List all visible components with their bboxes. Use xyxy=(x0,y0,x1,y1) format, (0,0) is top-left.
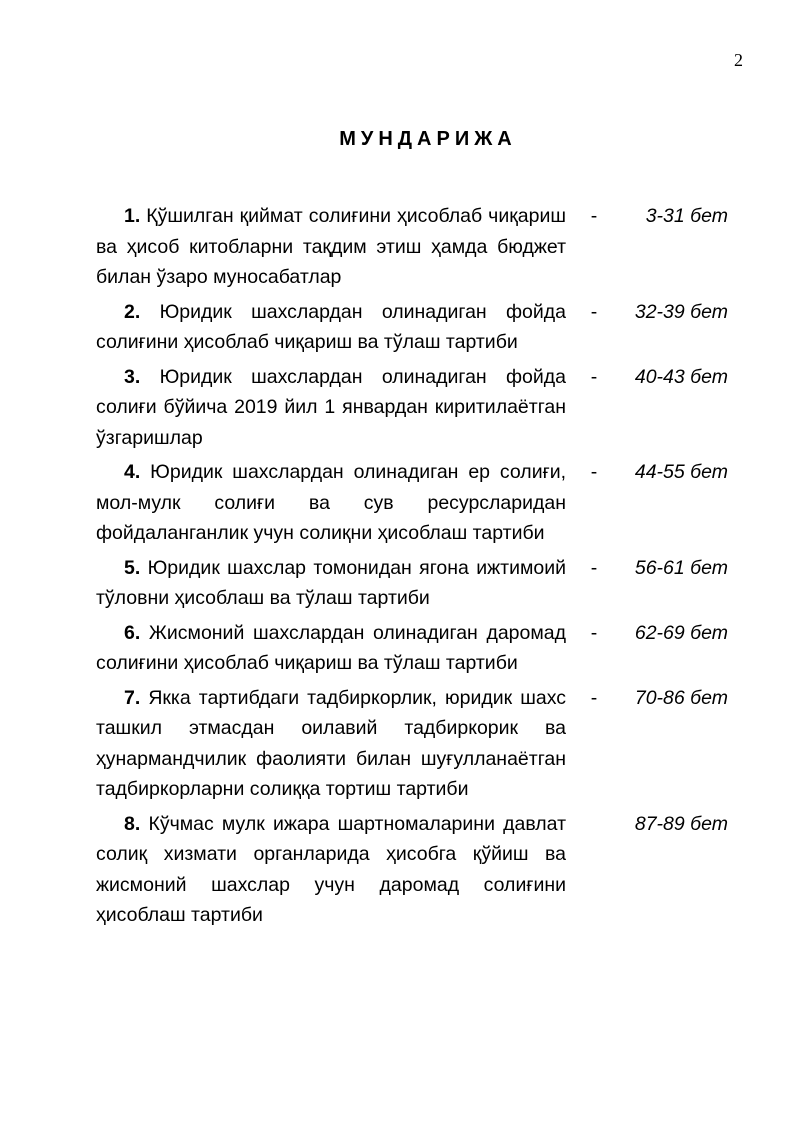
toc-item-title: Юридик шахслардан олинадиган фойда солиғи бўйича 2019 йил 1 январдан киритилаётган ўзгаришлар xyxy=(96,365,566,449)
toc-item-dash: - xyxy=(590,556,598,579)
toc-item-text xyxy=(96,201,566,293)
toc-item-pages: 40-43 бет xyxy=(634,365,728,388)
toc-item-title: Қўшилган қиймат солиғини ҳисоблаб чиқариш ва ҳисоб китобларни тақдим этиш ҳамда бюджет билан ўзаро муносабатлар xyxy=(96,205,566,288)
toc-item-pages: 56-61 бет xyxy=(634,556,728,579)
toc-item-number: 8. xyxy=(124,812,141,835)
toc-item-dash: - xyxy=(590,365,598,388)
table-of-contents xyxy=(96,201,746,935)
toc-item-text xyxy=(96,457,566,549)
toc-item-2[interactable] xyxy=(96,297,746,358)
toc-item-number: 5. xyxy=(124,556,141,579)
toc-item-title: Юридик шахслардан олинадиган ер солиғи, мол-мулк солиғи ва сув ресурсларидан фойдаланганлик учун солиқни ҳисоблаш тартиби xyxy=(96,461,567,544)
toc-item-dash: - xyxy=(590,205,598,227)
toc-item-text xyxy=(96,618,566,679)
toc-item-title: Кўчмас мулк ижара шартномаларини давлат солиқ хизмати органларида ҳисобга қўйиш ва жисмоний шахслар учун даромад солиғини ҳисоблаш тартиби xyxy=(96,812,567,926)
toc-item-title: Жисмоний шахслардан олинадиган даромад солиғини ҳисоблаб чиқариш ва тўлаш тартиби xyxy=(96,621,566,674)
toc-item-text xyxy=(96,362,566,454)
page-title: МУНДАРИЖА xyxy=(339,128,517,150)
toc-item-text xyxy=(96,683,566,805)
toc-item-5[interactable] xyxy=(96,553,746,614)
toc-item-8[interactable] xyxy=(96,809,746,931)
toc-item-number: 2. xyxy=(124,300,141,323)
toc-item-6[interactable] xyxy=(96,618,746,679)
toc-item-number: 3. xyxy=(124,365,141,388)
toc-item-dash: - xyxy=(590,461,598,483)
toc-item-number: 4. xyxy=(124,461,141,483)
toc-item-4[interactable] xyxy=(96,457,746,549)
toc-item-1[interactable] xyxy=(96,201,746,293)
toc-item-title: Юридик шахслар томонидан ягона ижтимоий тўловни ҳисоблаш ва тўлаш тартиби xyxy=(96,556,566,609)
toc-item-title: Якка тартибдаги тадбиркорлик, юридик шахс ташкил этмасдан оилавий тадбиркорик ва ҳунармандчилик фаолияти билан шуғулланаётган тадбиркорларни солиққа тортиш тартиби xyxy=(96,686,566,800)
toc-item-pages: 3-31 бет xyxy=(645,205,728,227)
toc-item-pages: 62-69 бет xyxy=(634,621,728,644)
toc-item-pages: 44-55 бет xyxy=(634,461,728,483)
toc-item-number: 6. xyxy=(124,621,141,644)
toc-item-pages: 32-39 бет xyxy=(634,300,728,323)
toc-item-pages: 70-86 бет xyxy=(634,686,728,709)
toc-item-title: Юридик шахслардан олинадиган фойда солиғини ҳисоблаб чиқариш ва тўлаш тартиби xyxy=(96,300,566,353)
toc-item-dash: - xyxy=(590,686,598,709)
toc-item-number: 1. xyxy=(124,205,141,227)
toc-item-pages: 87-89 бет xyxy=(634,812,728,835)
toc-item-3[interactable] xyxy=(96,362,746,454)
toc-item-number: 7. xyxy=(124,686,141,709)
toc-item-text xyxy=(96,297,566,358)
toc-item-dash: - xyxy=(590,300,598,323)
page-number: 2 xyxy=(734,50,743,70)
toc-item-text xyxy=(96,809,566,931)
toc-item-dash: - xyxy=(590,621,598,644)
toc-item-7[interactable] xyxy=(96,683,746,805)
toc-item-text xyxy=(96,553,566,614)
